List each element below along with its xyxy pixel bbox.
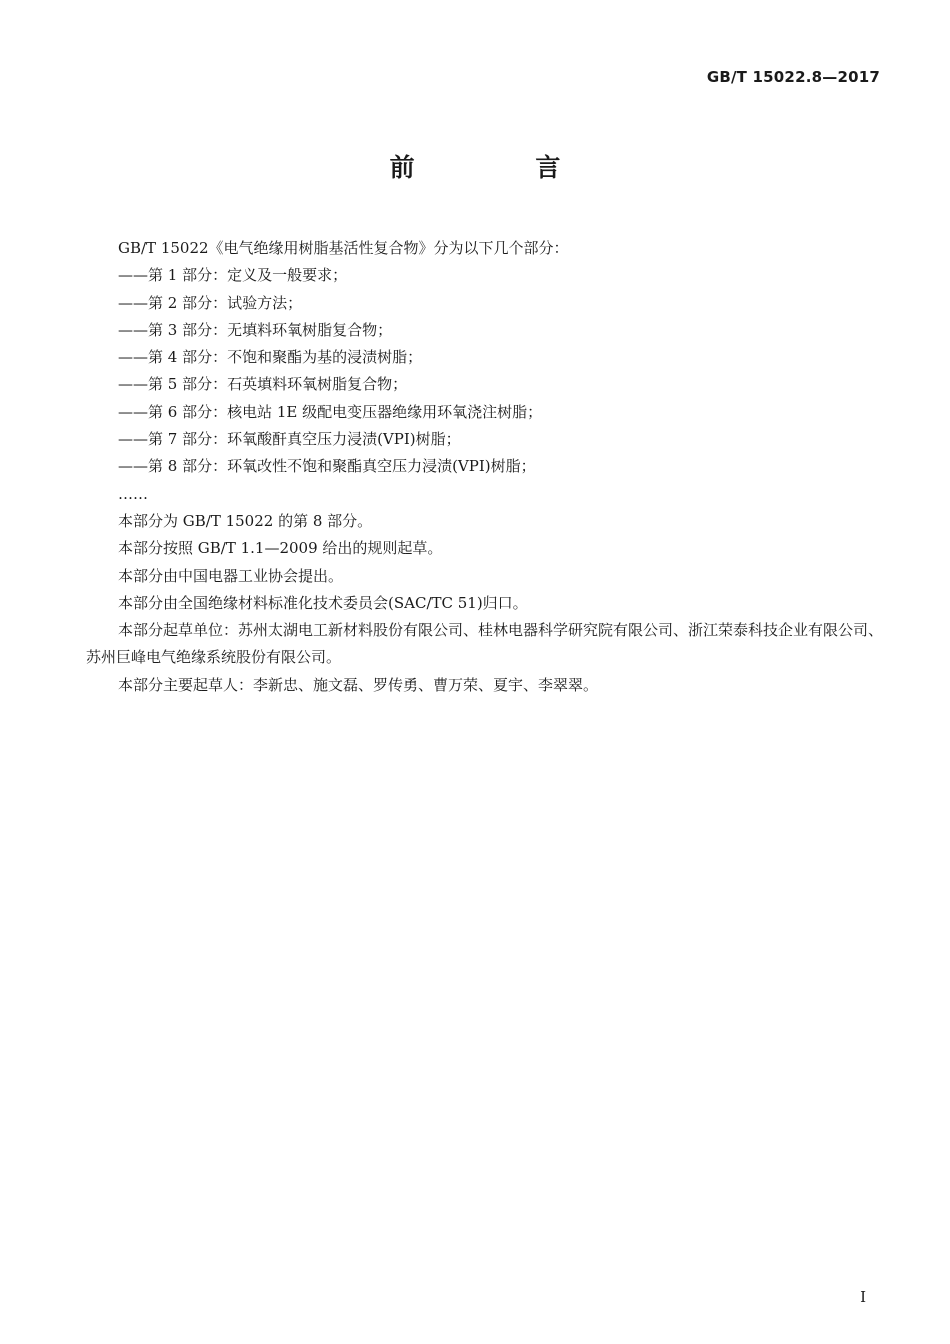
standard-code: GB/T 15022.8—2017 (706, 68, 880, 86)
part-list-item: ——第 1 部分：定义及一般要求； (118, 266, 348, 285)
part-list-item: ——第 2 部分：试验方法； (118, 293, 303, 312)
page-title: 前 言 (389, 153, 617, 182)
part-list-item: ——第 5 部分：石英填料环氧树脂复合物； (118, 375, 408, 394)
intro-paragraph: GB/T 15022《电气绝缘用树脂基活性复合物》分为以下几个部分： (118, 239, 569, 257)
part-list-item: ——第 8 部分：环氧改性不饱和聚酯真空压力浸渍(VPI)树脂； (118, 457, 536, 476)
foreword-body (86, 235, 892, 699)
statement-paragraph: 本部分按照 GB/T 1.1—2009 给出的规则起草。 (118, 539, 443, 558)
page-number: I (860, 1288, 866, 1306)
statement-paragraph: 本部分为 GB/T 15022 的第 8 部分。 (118, 511, 373, 530)
drafters-paragraph: 本部分主要起草人：李新忠、施文磊、罗传勇、曹万荣、夏宇、李翠翠。 (118, 675, 599, 694)
part-list-item: ——第 6 部分：核电站 1E 级配电变压器绝缘用环氧浇注树脂； (118, 402, 543, 421)
drafting-units-paragraph: 本部分起草单位：苏州太湖电工新材料股份有限公司、桂林电器科学研究院有限公司、浙江荣泰科技企业有限公司、苏州巨峰电气绝缘系统股份有限公司。 (86, 621, 884, 667)
part-list-item: ——第 7 部分：环氧酸酐真空压力浸渍(VPI)树脂； (118, 430, 461, 449)
part-list-item: ——第 4 部分：不饱和聚酯为基的浸渍树脂； (118, 348, 423, 367)
ellipsis: …… (118, 484, 148, 503)
statement-paragraph: 本部分由全国绝缘材料标准化技术委员会(SAC/TC 51)归口。 (118, 593, 528, 612)
part-list-item: ——第 3 部分：无填料环氧树脂复合物； (118, 320, 393, 339)
statement-paragraph: 本部分由中国电器工业协会提出。 (118, 566, 344, 585)
